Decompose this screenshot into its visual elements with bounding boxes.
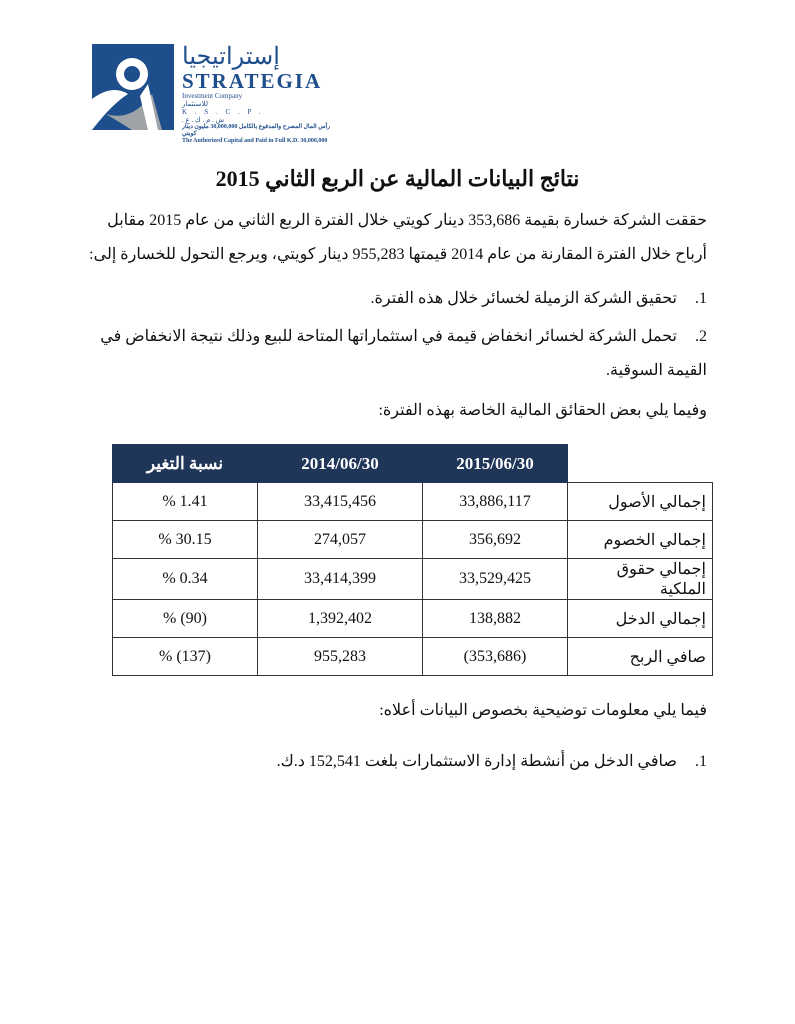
cell-2015: 356,692 <box>423 521 568 559</box>
cell-label: إجمالي حقوق الملكية <box>568 559 713 600</box>
cell-change: % (90) <box>163 609 207 627</box>
facts-intro: وفيما يلي بعض الحقائق المالية الخاصة بهذه الفترة: <box>378 402 707 419</box>
table-row <box>113 521 713 559</box>
header-blank <box>568 445 713 483</box>
cell-change: % 1.41 <box>162 492 208 510</box>
logo-capital-ar: رأس المال المصرح والمدفوع بالكامل 30,000,000 مليون دينار كويتي <box>182 124 331 137</box>
logo-company-ar: للاستثمار <box>182 100 208 108</box>
cell-change: % (137) <box>159 647 211 665</box>
intro-paragraph: حققت الشركة خسارة بقيمة 353,686 دينار كويتي خلال الفترة الربع الثاني من عام 2015 مقابل أرباح خلال الفترة المقارنة من عام 2014 قيمتها 955,283 دينار كويتي، ويرجع التحول للخسارة إلى: <box>89 212 707 263</box>
company-logo <box>92 44 331 144</box>
reason-text: تحمل الشركة لخسائر انخفاض قيمة في استثماراتها المتاحة للبيع وذلك نتيجة الانخفاض في القيمة السوقية. <box>100 328 707 379</box>
table-row <box>113 600 713 638</box>
header-2014: 2014/06/30 <box>258 445 423 483</box>
header-2015: 2015/06/30 <box>423 445 568 483</box>
logo-english-name: STRATEGIA <box>182 69 323 93</box>
cell-2015: (353,686) <box>423 638 568 676</box>
reason-number: 1. <box>695 290 707 307</box>
cell-label: إجمالي الأصول <box>568 483 713 521</box>
cell-label: صافي الربح <box>568 638 713 676</box>
table-header-row <box>113 445 713 483</box>
cell-label: إجمالي الخصوم <box>568 521 713 559</box>
reason-item <box>87 282 707 316</box>
note-text: صافي الدخل من أنشطة إدارة الاستثمارات بلغت 152,541 د.ك. <box>276 753 677 770</box>
notes-intro: فيما يلي معلومات توضيحية بخصوص البيانات أعلاه: <box>379 702 707 719</box>
note-item <box>87 745 707 779</box>
logo-arabic-name: إستراتيجيا <box>182 44 280 70</box>
cell-change: % 0.34 <box>162 570 208 587</box>
table-row <box>113 559 713 600</box>
cell-2014: 955,283 <box>258 638 423 676</box>
table-row <box>113 483 713 521</box>
cell-2014: 33,415,456 <box>258 483 423 521</box>
note-number: 1. <box>695 753 707 770</box>
cell-2014: 274,057 <box>258 521 423 559</box>
cell-change: % 30.15 <box>158 530 212 548</box>
logo-kscp: K . S . C . P . <box>182 108 264 116</box>
reason-number: 2. <box>695 328 707 345</box>
logo-kscp-ar: ش . م . ك . ع . <box>182 116 225 124</box>
table-row <box>113 638 713 676</box>
reason-item <box>87 320 707 388</box>
logo-company-en: Investment Company <box>182 92 243 100</box>
strategia-logo-icon <box>92 44 174 130</box>
page-title: نتائج البيانات المالية عن الربع الثاني 2015 <box>215 166 580 191</box>
cell-2015: 138,882 <box>423 600 568 638</box>
cell-2015: 33,529,425 <box>423 559 568 600</box>
financial-facts-table <box>112 444 713 676</box>
cell-label: إجمالي الدخل <box>568 600 713 638</box>
cell-2014: 1,392,402 <box>258 600 423 638</box>
cell-2014: 33,414,399 <box>258 559 423 600</box>
cell-2015: 33,886,117 <box>423 483 568 521</box>
reason-text: تحقيق الشركة الزميلة لخسائر خلال هذه الفترة. <box>370 290 677 307</box>
header-change: نسبة التغير <box>113 445 258 483</box>
logo-capital-en: The Authorized Capital and Paid in Full K.D. 30,000,000 <box>182 138 328 144</box>
